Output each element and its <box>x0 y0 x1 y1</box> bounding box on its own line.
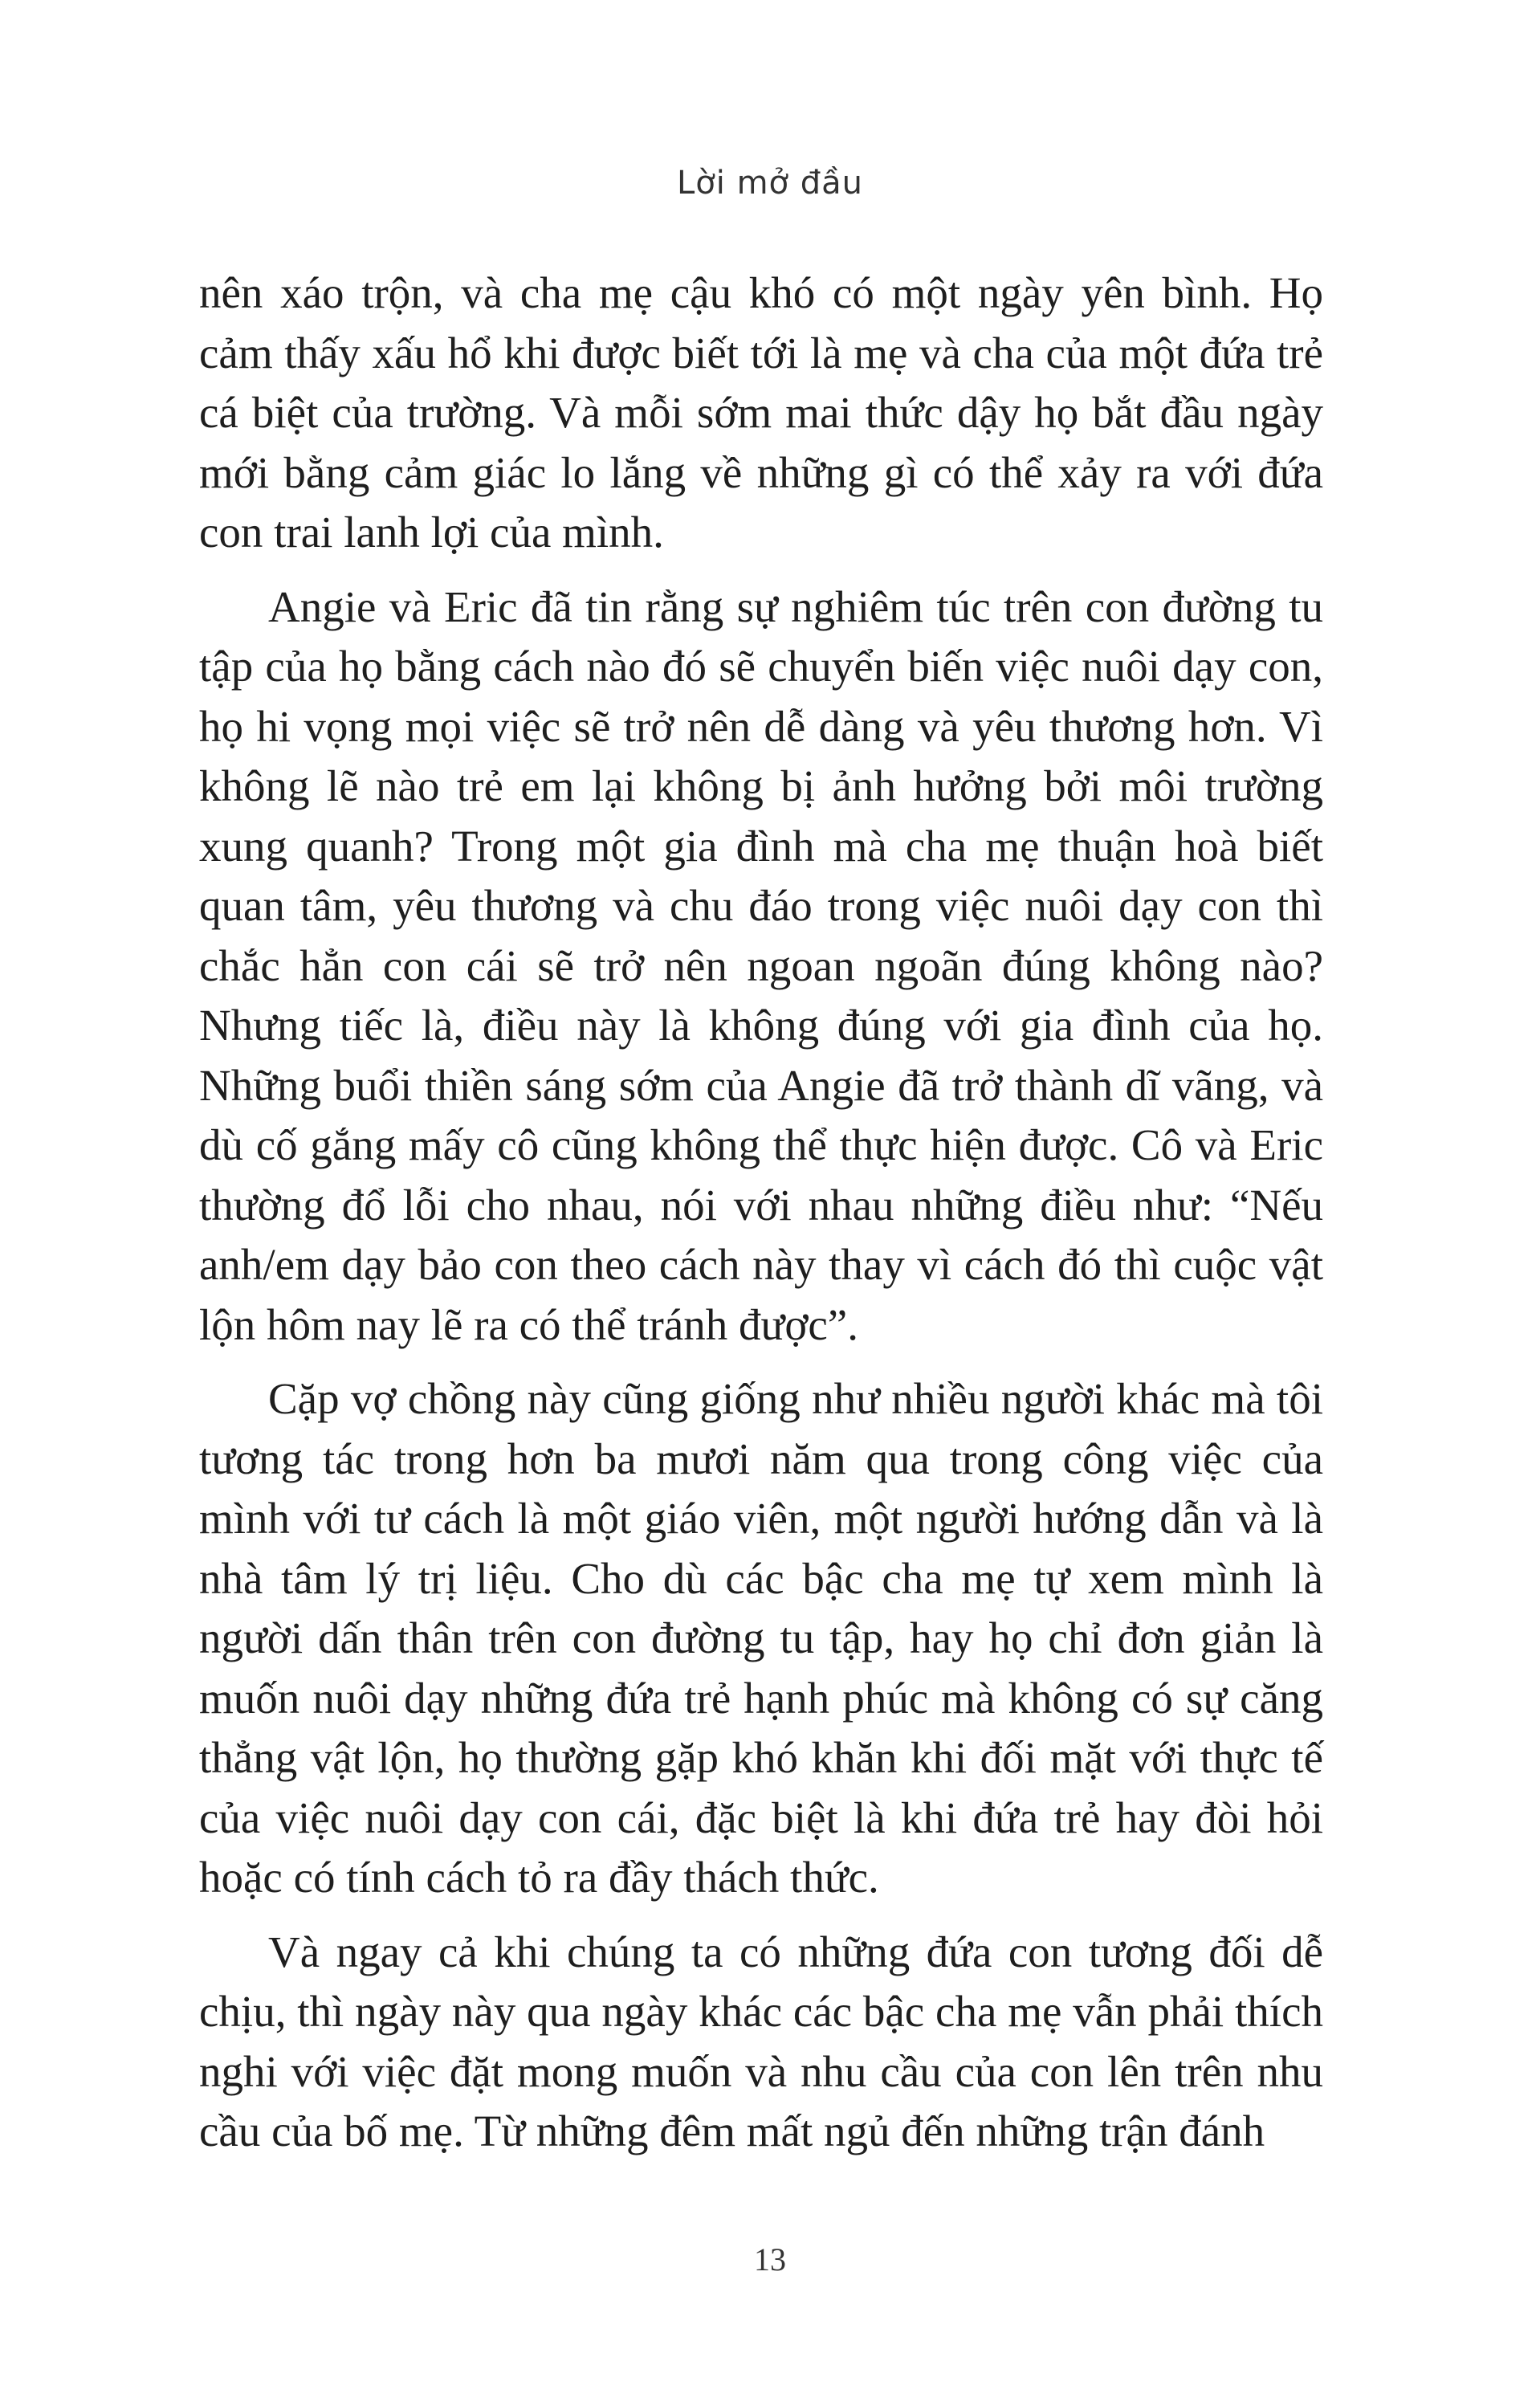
page-number: 13 <box>754 2241 786 2278</box>
paragraph: Cặp vợ chồng này cũng giống như nhiều người khác mà tôi tương tác trong hơn ba mươi năm qua trong công việc của mình với tư cách là một giáo viên, một người hướng dẫn và là nhà tâm lý trị liệu. Cho dù các bậc cha mẹ tự xem mình là người dấn thân trên con đường tu tập, hay họ chỉ đơn giản là muốn nuôi dạy những đứa trẻ hạnh phúc mà không có sự căng thẳng vật lộn, họ thường gặp khó khăn khi đối mặt với thực tế của việc nuôi dạy con cái, đặc biệt là khi đứa trẻ hay đòi hỏi hoặc có tính cách tỏ ra đầy thách thức. <box>199 1374 1323 1902</box>
body-text <box>199 263 1323 2176</box>
paragraph-continuation: nên xáo trộn, và cha mẹ cậu khó có một ngày yên bình. Họ cảm thấy xấu hổ khi được biết tới là mẹ và cha của một đứa trẻ cá biệt của trường. Và mỗi sớm mai thức dậy họ bắt đầu ngày mới bằng cảm giác lo lắng về những gì có thể xảy ra với đứa con trai lanh lợi của mình. <box>199 268 1323 557</box>
running-header: Lời mở đầu <box>677 165 863 202</box>
paragraph: Angie và Eric đã tin rằng sự nghiêm túc trên con đường tu tập của họ bằng cách nào đó sẽ chuyển biến việc nuôi dạy con, họ hi vọng mọi việc sẽ trở nên dễ dàng và yêu thương hơn. Vì không lẽ nào trẻ em lại không bị ảnh hưởng bởi môi trường xung quanh? Trong một gia đình mà cha mẹ thuận hoà biết quan tâm, yêu thương và chu đáo trong việc nuôi dạy con thì chắc hẳn con cái sẽ trở nên ngoan ngoãn đúng không nào? Nhưng tiếc là, điều này là không đúng với gia đình của họ. Những buổi thiền sáng sớm của Angie đã trở thành dĩ vãng, và dù cố gắng mấy cô cũng không thể thực hiện được. Cô và Eric thường đổ lỗi cho nhau, nói với nhau những điều như: “Nếu anh/em dạy bảo con theo cách này thay vì cách đó thì cuộc vật lộn hôm nay lẽ ra có thể tránh được”. <box>199 581 1323 1349</box>
paragraph: Và ngay cả khi chúng ta có những đứa con tương đối dễ chịu, thì ngày này qua ngày khác các bậc cha mẹ vẫn phải thích nghi với việc đặt mong muốn và nhu cầu của con lên trên nhu cầu của bố mẹ. Từ những đêm mất ngủ đến những trận đánh <box>199 1927 1323 2155</box>
